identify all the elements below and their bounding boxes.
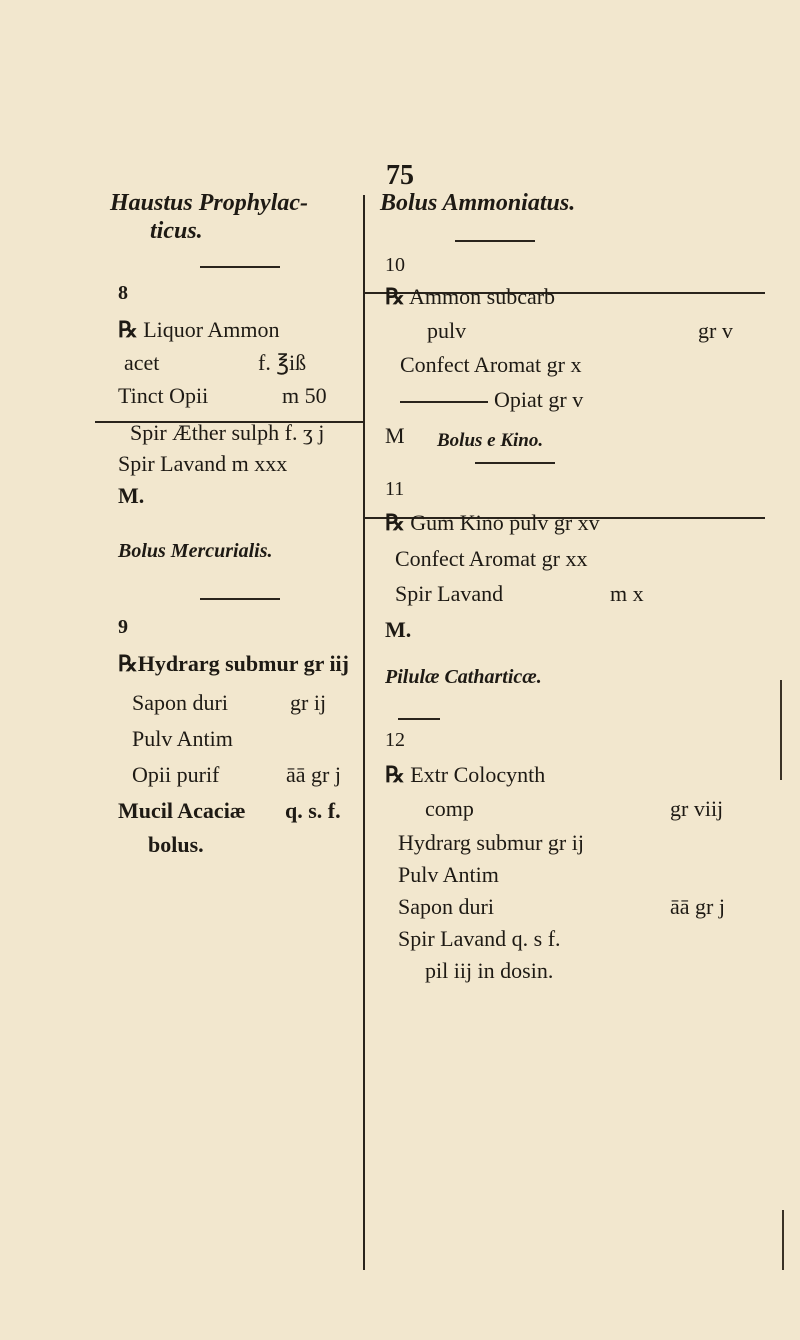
ingredient-dose: āā gr j [286,762,341,787]
recipe-number: 9 [118,616,128,638]
ingredient-line: ℞ Extr Colocynth [385,762,546,787]
ingredient-line: ℞ Liquor Ammon [118,317,280,342]
page-edge-shadow [782,1210,784,1270]
ingredient-line: Hydrarg submur gr ij [398,830,584,855]
recipe-title: Bolus Ammoniatus. [380,190,576,216]
recipe-symbol: ℞ [118,317,138,342]
ingredient-dose: m 50 [282,383,327,408]
ingredient-dose: q. s. f. [285,798,341,823]
recipe-title: Bolus e Kino. [437,430,544,451]
recipe-number: 11 [385,478,405,500]
column-divider [363,195,365,1270]
ingredient-name: comp [425,796,474,821]
ingredient-name: Sapon duri [398,894,494,919]
ingredient-line: Pulv Antim [398,862,499,887]
ditto-dash [400,401,488,403]
mix-instruction: M. [118,483,145,508]
title-rule [200,266,280,268]
page-number: 75 [386,160,414,191]
recipe-number: 10 [385,254,405,276]
ingredient-dose: gr v [698,318,733,343]
ingredient-line: Spir Æther sulph f. ʒ j [130,420,325,445]
recipe-title-continued: ticus. [150,218,203,244]
ingredient-line: Spir Lavand q. s f. [398,926,561,951]
preparation-note: pil iij in dosin. [425,958,554,983]
title-rule [398,718,440,720]
title-rule [475,462,555,464]
title-rule [455,240,535,242]
ingredient-line: Confect Aromat gr xx [395,546,588,571]
ingredient-name: Spir Lavand [395,581,504,606]
ingredient-dose: gr ij [290,690,327,715]
title-rule [200,598,280,600]
ingredient-dose: m x [610,581,644,606]
ingredient-line: ℞Hydrarg submur gr iij [118,651,349,676]
ingredient-name: Mucil Acaciæ [118,798,246,823]
recipe-number: 8 [118,282,128,304]
ingredient-name: Opii purif [132,762,220,787]
ingredient-name: acet [124,350,160,375]
ingredient-dose: gr viij [670,796,724,821]
recipe-title: Bolus Mercurialis. [118,540,273,562]
page-edge-shadow [780,680,782,780]
ingredient-name: Pulv Antim [132,726,233,751]
ingredient-dose: āā gr j [670,894,725,919]
recipe-title: Pilulæ Catharticæ. [385,666,542,688]
recipe-symbol: ℞ [385,510,405,535]
ingredient-dose: f. ℥iß [258,350,307,375]
ingredient-name: pulv [427,318,467,343]
recipe-number: 12 [385,729,405,751]
ingredient-name: Sapon duri [132,690,228,715]
ingredient-line: ℞ Gum Kino pulv gr xv [385,510,600,535]
mix-instruction: M [385,423,405,448]
recipe-symbol: ℞ [385,762,405,787]
preparation-note: bolus. [148,832,204,857]
mix-instruction: M. [385,617,412,642]
recipe-title: Haustus Prophylac- [110,190,309,216]
ingredient-name: Tinct Opii [118,383,209,408]
ingredient-line: Opiat gr v [400,387,583,413]
recipe-symbol: ℞ [118,651,138,676]
recipe-symbol: ℞ [385,284,405,309]
ingredient-line: Confect Aromat gr x [400,352,582,377]
ingredient-line: Spir Lavand m xxx [118,451,288,476]
ingredient-line: ℞ Ammon subcarb [385,284,556,309]
